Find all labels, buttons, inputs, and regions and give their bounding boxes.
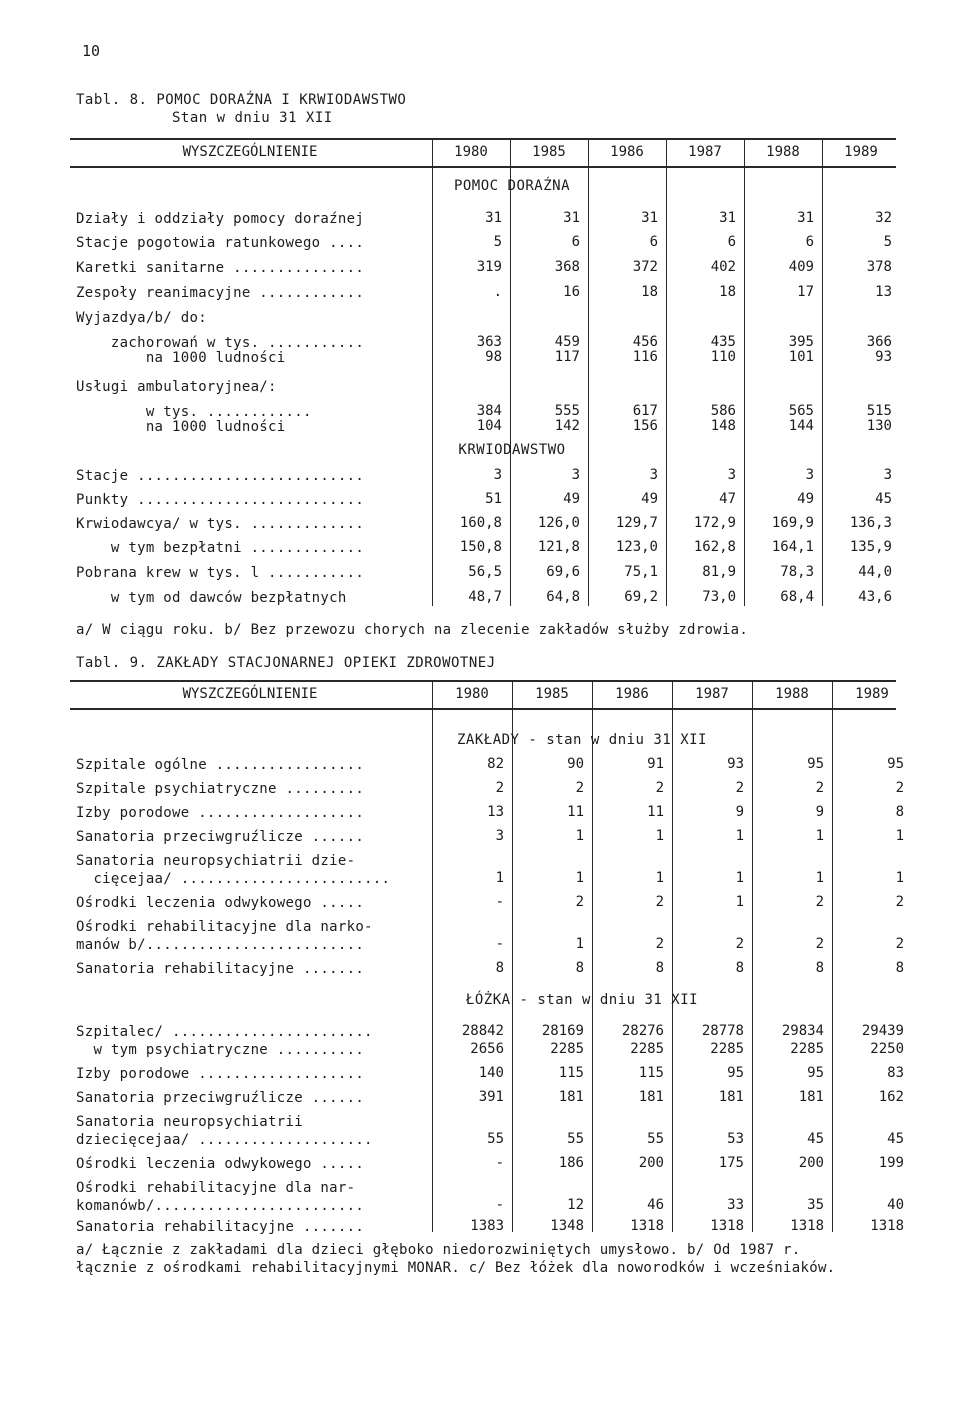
table8-cell: 156 — [632, 418, 658, 434]
table9-cell: 1 — [895, 828, 904, 844]
table8-row-label: w tym bezpłatni ............. — [76, 540, 365, 556]
table9-cell: 8 — [895, 960, 904, 976]
table8-cell: 69,2 — [624, 589, 658, 605]
table8-cell: 3 — [571, 467, 580, 483]
table8-cell: 31 — [641, 210, 658, 226]
table9-cell: 1 — [575, 936, 584, 952]
table9-cell: 1318 — [630, 1218, 664, 1234]
table9-cell: - — [495, 1197, 504, 1213]
table8-cell: 144 — [788, 418, 814, 434]
table8-cell: 18 — [641, 284, 658, 300]
table8-section-title: KRWIODAWSTWO — [458, 442, 566, 458]
table8-cell: 169,9 — [771, 515, 814, 531]
table9-row-label: Ośrodki rehabilitacyjne dla nar- komanówb/........................ — [76, 1180, 365, 1214]
table8-cell: 162,8 — [693, 539, 736, 555]
table8-cell: 31 — [797, 210, 814, 226]
table8-cell: 31 — [719, 210, 736, 226]
table8-cell: 93 — [875, 349, 892, 365]
table9-cell: 8 — [815, 960, 824, 976]
table9-footnote-line1: a/ Łącznie z zakładami dla dzieci głęboko niedorozwiniętych umysłowo. b/ Od 1987 r. — [76, 1242, 801, 1258]
table8-cell: 32 — [875, 210, 892, 226]
table8-row-label: Usługi ambulatoryjnea/: — [76, 379, 277, 395]
table9-cell: 140 — [478, 1065, 504, 1081]
table8-row-label: Stacje pogotowia ratunkowego .... — [76, 235, 365, 251]
table9-year-1986: 1986 — [615, 686, 649, 702]
table9-cell: 1 — [655, 870, 664, 886]
table8-cell: 16 — [563, 284, 580, 300]
table8-row-label: Pobrana krew w tys. l ........... — [76, 565, 365, 581]
table9-cell: 115 — [558, 1065, 584, 1081]
table9-cell: 28169 — [541, 1023, 584, 1039]
table8-subtitle: Stan w dniu 31 XII — [172, 110, 333, 126]
table9-cell: 1 — [815, 870, 824, 886]
table8-row-label: na 1000 ludności — [76, 350, 286, 366]
table9-cell: 1 — [575, 828, 584, 844]
table9-row-label: Sanatoria neuropsychiatrii dziecięcejaa/ .................... — [76, 1114, 373, 1148]
table8-cell: 384 — [476, 403, 502, 419]
table8-cell: 172,9 — [693, 515, 736, 531]
table9-cell: 93 — [727, 756, 744, 772]
table8-cell: 123,0 — [615, 539, 658, 555]
table8-col-divider — [822, 138, 823, 606]
table8-cell: 617 — [632, 403, 658, 419]
table9-cell: 2 — [815, 780, 824, 796]
table9-footnote-line2: łącznie z ośrodkami rehabilitacyjnymi MONAR. c/ Bez łóżek dla noworodków i wcześniaków. — [76, 1260, 836, 1276]
table8-row-label: Punkty .......................... — [76, 492, 365, 508]
table9-cell: 115 — [638, 1065, 664, 1081]
table9-cell: 11 — [567, 804, 584, 820]
table8-cell: 135,9 — [849, 539, 892, 555]
table9-cell: 2 — [655, 936, 664, 952]
table9-col-divider — [592, 680, 593, 1232]
table9-top-rule — [70, 680, 896, 682]
table9-row-label: Szpitalec/ ....................... — [76, 1024, 373, 1040]
table9-cell: 2 — [815, 894, 824, 910]
table9-row-label: Ośrodki rehabilitacyjne dla narko- manów b/......................... — [76, 919, 373, 953]
table8-cell: . — [493, 284, 502, 300]
table8-cell: 47 — [719, 491, 736, 507]
table9-cell: 55 — [567, 1131, 584, 1147]
table8-cell: 6 — [727, 234, 736, 250]
table9-row-label: Ośrodki leczenia odwykowego ..... — [76, 1156, 365, 1172]
table8-cell: 402 — [710, 259, 736, 275]
table9-cell: 2 — [575, 894, 584, 910]
table8-head-rule — [70, 166, 896, 168]
table9-section-title: ZAKŁADY - stan w dniu 31 XII — [456, 732, 707, 748]
table9-cell: 1 — [735, 828, 744, 844]
table8-cell: 31 — [563, 210, 580, 226]
table8-col-divider — [510, 138, 511, 606]
table9-cell: 8 — [735, 960, 744, 976]
table9-cell: 2 — [895, 894, 904, 910]
table9-cell: 1318 — [870, 1218, 904, 1234]
table9-cell: 2 — [895, 780, 904, 796]
table8-row-label: Działy i oddziały pomocy doraźnej — [76, 211, 365, 227]
table8-title: Tabl. 8. POMOC DORAŹNA I KRWIODAWSTWO — [76, 92, 407, 108]
table9-header-label: WYSZCZEGÓLNIENIE — [182, 686, 318, 702]
table9-cell: 82 — [487, 756, 504, 772]
table9-cell: 53 — [727, 1131, 744, 1147]
table8-cell: 116 — [632, 349, 658, 365]
table8-cell: 368 — [554, 259, 580, 275]
table8-cell: 68,4 — [780, 589, 814, 605]
table9-cell: 8 — [895, 804, 904, 820]
table8-cell: 586 — [710, 403, 736, 419]
table8-cell: 3 — [805, 467, 814, 483]
table9-cell: 181 — [798, 1089, 824, 1105]
table8-cell: 48,7 — [468, 589, 502, 605]
table8-cell: 3 — [883, 467, 892, 483]
table8-cell: 136,3 — [849, 515, 892, 531]
table9-cell: 1348 — [550, 1218, 584, 1234]
table9-cell: 181 — [558, 1089, 584, 1105]
table9-cell: 11 — [647, 804, 664, 820]
table9-row-label: Izby porodowe ................... — [76, 1066, 365, 1082]
table8-year-1989: 1989 — [844, 144, 878, 160]
table9-cell: 40 — [887, 1197, 904, 1213]
table8-cell: 148 — [710, 418, 736, 434]
table9-cell: 83 — [887, 1065, 904, 1081]
table8-cell: 49 — [563, 491, 580, 507]
table9-cell: 2 — [575, 780, 584, 796]
table8-cell: 3 — [649, 467, 658, 483]
table9-cell: 13 — [487, 804, 504, 820]
table9-cell: 55 — [487, 1131, 504, 1147]
table8-cell: 363 — [476, 334, 502, 350]
table8-row-label: zachorowań w tys. ........... — [76, 335, 365, 351]
table8-row-label: w tys. ............ — [76, 404, 312, 420]
table8-footnote: a/ W ciągu roku. b/ Bez przewozu chorych na zlecenie zakładów służby zdrowia. — [76, 622, 749, 638]
table9-cell: 186 — [558, 1155, 584, 1171]
table8-cell: 18 — [719, 284, 736, 300]
table9-cell: 28778 — [701, 1023, 744, 1039]
table9-year-1985: 1985 — [535, 686, 569, 702]
table8-cell: 409 — [788, 259, 814, 275]
table8-year-1986: 1986 — [610, 144, 644, 160]
table9-cell: 1 — [895, 870, 904, 886]
table9-cell: 95 — [727, 1065, 744, 1081]
table9-cell: 95 — [887, 756, 904, 772]
table8-col-divider — [666, 138, 667, 606]
table9-year-1988: 1988 — [775, 686, 809, 702]
table9-cell: 33 — [727, 1197, 744, 1213]
table9-cell: 1383 — [470, 1218, 504, 1234]
table9-cell: 1 — [815, 828, 824, 844]
table8-section-title: POMOC DORAŹNA — [453, 178, 571, 194]
table8-top-rule — [70, 138, 896, 140]
table9-cell: 1 — [575, 870, 584, 886]
table8-cell: 44,0 — [858, 564, 892, 580]
table9-col-divider — [432, 680, 433, 1232]
table9-year-1980: 1980 — [455, 686, 489, 702]
table9-cell: 12 — [567, 1197, 584, 1213]
table9-row-label: Izby porodowe ................... — [76, 805, 365, 821]
table8-cell: 73,0 — [702, 589, 736, 605]
table8-cell: 56,5 — [468, 564, 502, 580]
table9-cell: 28276 — [621, 1023, 664, 1039]
table9-cell: 95 — [807, 756, 824, 772]
table9-row-label: Sanatoria neuropsychiatrii dzie- cięcejaa/ ........................ — [76, 853, 391, 887]
table8-row-label: na 1000 ludności — [76, 419, 286, 435]
table9-cell: 3 — [495, 828, 504, 844]
table9-cell: 1 — [735, 870, 744, 886]
table9-cell: 2 — [735, 780, 744, 796]
table8-cell: 565 — [788, 403, 814, 419]
table8-cell: 6 — [805, 234, 814, 250]
table8-cell: 555 — [554, 403, 580, 419]
table8-cell: 45 — [875, 491, 892, 507]
table9-cell: 2285 — [710, 1041, 744, 1057]
table8-year-1980: 1980 — [454, 144, 488, 160]
table8-row-label: Zespoły reanimacyjne ............ — [76, 285, 365, 301]
table9-cell: 91 — [647, 756, 664, 772]
table9-cell: 9 — [815, 804, 824, 820]
table9-section-title: ŁÓŻKA - stan w dniu 31 XII — [465, 992, 699, 1008]
table8-row-label: Krwiodawcya/ w tys. ............. — [76, 516, 365, 532]
table9-cell: 200 — [798, 1155, 824, 1171]
table8-cell: 164,1 — [771, 539, 814, 555]
table8-cell: 101 — [788, 349, 814, 365]
table8-cell: 69,6 — [546, 564, 580, 580]
table8-col-divider — [588, 138, 589, 606]
table8-cell: 121,8 — [537, 539, 580, 555]
table9-cell: - — [495, 936, 504, 952]
table9-cell: 28842 — [461, 1023, 504, 1039]
table8-cell: 319 — [476, 259, 502, 275]
table9-title: Tabl. 9. ZAKŁADY STACJONARNEJ OPIEKI ZDROWOTNEJ — [76, 655, 496, 671]
table9-row-label: Sanatoria rehabilitacyjne ....... — [76, 1219, 365, 1235]
table8-cell: 64,8 — [546, 589, 580, 605]
table8-cell: 372 — [632, 259, 658, 275]
table9-cell: 46 — [647, 1197, 664, 1213]
table9-cell: 1318 — [790, 1218, 824, 1234]
table8-cell: 395 — [788, 334, 814, 350]
table8-cell: 150,8 — [459, 539, 502, 555]
table8-cell: 117 — [554, 349, 580, 365]
table8-cell: 160,8 — [459, 515, 502, 531]
table9-cell: 2285 — [630, 1041, 664, 1057]
table8-row-label: w tym od dawców bezpłatnych — [76, 590, 347, 606]
table9-cell: 2 — [815, 936, 824, 952]
table8-cell: 5 — [883, 234, 892, 250]
table9-cell: 45 — [887, 1131, 904, 1147]
table8-cell: 5 — [493, 234, 502, 250]
table8-cell: 110 — [710, 349, 736, 365]
table9-cell: - — [495, 894, 504, 910]
table8-cell: 3 — [727, 467, 736, 483]
table9-cell: 45 — [807, 1131, 824, 1147]
table8-cell: 17 — [797, 284, 814, 300]
table8-cell: 459 — [554, 334, 580, 350]
table9-cell: 29439 — [861, 1023, 904, 1039]
table8-year-1987: 1987 — [688, 144, 722, 160]
table9-cell: 9 — [735, 804, 744, 820]
table9-cell: 2656 — [470, 1041, 504, 1057]
table9-cell: 1 — [735, 894, 744, 910]
table9-row-label: Sanatoria rehabilitacyjne ....... — [76, 961, 365, 977]
table8-row-label: Karetki sanitarne ............... — [76, 260, 365, 276]
table8-cell: 31 — [485, 210, 502, 226]
table9-cell: 2 — [495, 780, 504, 796]
table9-cell: 162 — [878, 1089, 904, 1105]
page-number: 10 — [82, 42, 101, 60]
table8-row-label: Stacje .......................... — [76, 468, 365, 484]
table9-cell: 181 — [718, 1089, 744, 1105]
table8-cell: 104 — [476, 418, 502, 434]
table8-cell: 81,9 — [702, 564, 736, 580]
table9-cell: 2285 — [550, 1041, 584, 1057]
table9-cell: 90 — [567, 756, 584, 772]
table8-cell: 515 — [866, 403, 892, 419]
table8-col-divider — [744, 138, 745, 606]
table9-cell: 181 — [638, 1089, 664, 1105]
table9-cell: 8 — [575, 960, 584, 976]
table9-cell: 2 — [735, 936, 744, 952]
table9-row-label: Ośrodki leczenia odwykowego ..... — [76, 895, 365, 911]
table9-cell: 199 — [878, 1155, 904, 1171]
table8-cell: 49 — [797, 491, 814, 507]
table9-row-label: Sanatoria przeciwgruźlicze ...... — [76, 829, 365, 845]
table8-cell: 13 — [875, 284, 892, 300]
table8-year-1988: 1988 — [766, 144, 800, 160]
table8-cell: 366 — [866, 334, 892, 350]
table9-col-divider — [832, 680, 833, 1232]
table8-cell: 6 — [649, 234, 658, 250]
table9-cell: 1 — [655, 828, 664, 844]
table9-cell: 2 — [655, 780, 664, 796]
table8-cell: 98 — [485, 349, 502, 365]
table9-cell: 2 — [895, 936, 904, 952]
table9-year-1987: 1987 — [695, 686, 729, 702]
table8-cell: 456 — [632, 334, 658, 350]
table8-header-label: WYSZCZEGÓLNIENIE — [182, 144, 318, 160]
table8-cell: 78,3 — [780, 564, 814, 580]
table9-year-1989: 1989 — [855, 686, 889, 702]
table8-cell: 75,1 — [624, 564, 658, 580]
table9-cell: 2250 — [870, 1041, 904, 1057]
table8-cell: 130 — [866, 418, 892, 434]
table8-cell: 142 — [554, 418, 580, 434]
table9-col-divider — [752, 680, 753, 1232]
table9-row-label: w tym psychiatryczne .......... — [76, 1042, 365, 1058]
table9-row-label: Szpitale psychiatryczne ......... — [76, 781, 365, 797]
table9-head-rule — [70, 708, 896, 710]
table9-cell: 95 — [807, 1065, 824, 1081]
table8-cell: 126,0 — [537, 515, 580, 531]
table8-cell: 3 — [493, 467, 502, 483]
table9-cell: 200 — [638, 1155, 664, 1171]
table9-row-label: Sanatoria przeciwgruźlicze ...... — [76, 1090, 365, 1106]
table9-cell: 35 — [807, 1197, 824, 1213]
table8-cell: 6 — [571, 234, 580, 250]
table8-row-label: Wyjazdya/b/ do: — [76, 310, 207, 326]
table9-cell: - — [495, 1155, 504, 1171]
table9-cell: 29834 — [781, 1023, 824, 1039]
table8-cell: 49 — [641, 491, 658, 507]
table8-year-1985: 1985 — [532, 144, 566, 160]
table9-cell: 1 — [495, 870, 504, 886]
table8-col-divider — [432, 138, 433, 606]
table9-cell: 2 — [655, 894, 664, 910]
table9-row-label: Szpitale ogólne ................. — [76, 757, 365, 773]
table9-cell: 8 — [655, 960, 664, 976]
table9-cell: 55 — [647, 1131, 664, 1147]
table8-cell: 129,7 — [615, 515, 658, 531]
table9-cell: 8 — [495, 960, 504, 976]
table9-cell: 391 — [478, 1089, 504, 1105]
table9-cell: 175 — [718, 1155, 744, 1171]
table9-col-divider — [672, 680, 673, 1232]
table8-cell: 43,6 — [858, 589, 892, 605]
table9-col-divider — [512, 680, 513, 1232]
table8-cell: 435 — [710, 334, 736, 350]
table9-cell: 1318 — [710, 1218, 744, 1234]
table8-cell: 378 — [866, 259, 892, 275]
table8-cell: 51 — [485, 491, 502, 507]
table9-cell: 2285 — [790, 1041, 824, 1057]
